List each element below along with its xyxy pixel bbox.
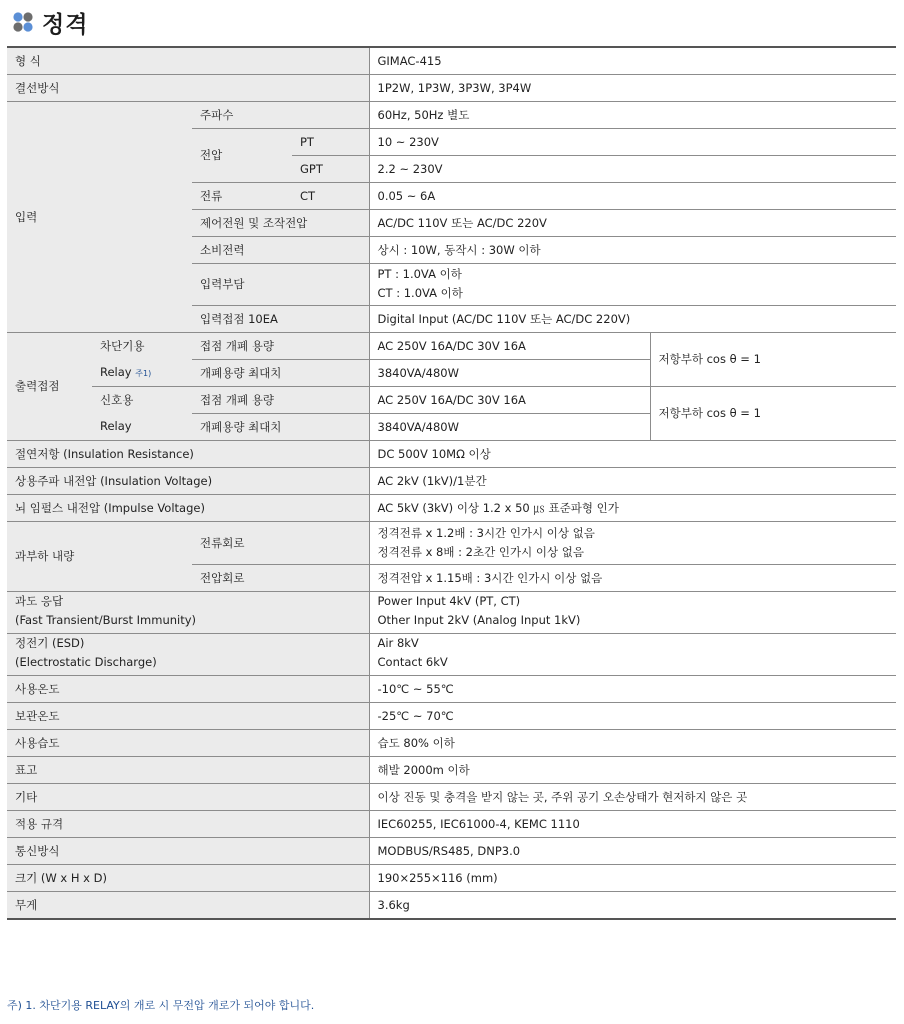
table-row [7,468,896,495]
value-standards: IEC60255, IEC61000-4, KEMC 1110 [369,811,896,838]
label-control-power: 제어전원 및 조작전압 [192,210,369,237]
label-contact-capacity-2: 접점 개폐 용량 [192,387,369,414]
label-current: 전류 [192,183,292,210]
label-ct: CT [292,183,369,210]
value-burden-pt: PT : 1.0VA 이하 [369,264,896,285]
label-signal-relay-2: Relay [92,414,192,441]
value-operating-temp: -10℃ ~ 55℃ [369,676,896,703]
value-contact-capacity-2: AC 250V 16A/DC 30V 16A [369,387,650,414]
label-operating-temp: 사용온도 [7,676,369,703]
value-altitude: 해발 2000m 이하 [369,757,896,784]
table-row [7,757,896,784]
value-load-note-2: 저항부하 cos θ = 1 [650,387,896,441]
label-max-capacity: 개폐용량 최대치 [192,360,369,387]
value-model: GIMAC-415 [369,47,896,75]
label-size: 크기 (W x H x D) [7,865,369,892]
spec-table [7,46,896,920]
table-row [7,865,896,892]
table-row [7,441,896,468]
value-max-capacity: 3840VA/480W [369,360,650,387]
value-consumption: 상시 : 10W, 동작시 : 30W 이하 [369,237,896,264]
value-storage-temp: -25℃ ~ 70℃ [369,703,896,730]
value-size: 190×255×116 (mm) [369,865,896,892]
label-contact-capacity: 접점 개폐 용량 [192,333,369,360]
value-pt-voltage: 10 ~ 230V [369,129,896,156]
value-input-contacts: Digital Input (AC/DC 110V 또는 AC/DC 220V) [369,306,896,333]
value-wiring: 1P2W, 1P3W, 3P3W, 3P4W [369,75,896,102]
value-voltage-circuit: 정격전압 x 1.15배 : 3시간 인가시 이상 없음 [369,565,896,592]
label-breaker-relay-1: 차단기용 [92,333,192,360]
label-input: 입력 [7,102,192,333]
value-transient-1: Power Input 4kV (PT, CT) [369,592,896,612]
value-weight: 3.6kg [369,892,896,920]
label-altitude: 표고 [7,757,369,784]
table-row [7,892,896,920]
table-row [7,102,896,129]
table-row [7,676,896,703]
value-esd-1: Air 8kV [369,634,896,654]
four-dot-logo-icon [12,11,34,33]
label-other: 기타 [7,784,369,811]
table-row [7,838,896,865]
label-esd-2: (Electrostatic Discharge) [7,653,369,676]
label-storage-temp: 보관온도 [7,703,369,730]
table-row [7,75,896,102]
label-pt: PT [292,129,369,156]
label-communication: 통신방식 [7,838,369,865]
label-frequency: 주파수 [192,102,369,129]
label-transient-2: (Fast Transient/Burst Immunity) [7,611,369,634]
table-row [7,634,896,654]
label-voltage-circuit: 전압회로 [192,565,369,592]
label-current-circuit: 전류회로 [192,522,369,565]
label-model: 형 식 [7,47,369,75]
label-voltage: 전압 [192,129,292,183]
value-frequency: 60Hz, 50Hz 별도 [369,102,896,129]
value-current-circuit-2: 정격전류 x 8배 : 2초간 인가시 이상 없음 [369,543,896,565]
value-communication: MODBUS/RS485, DNP3.0 [369,838,896,865]
value-transient-2: Other Input 2kV (Analog Input 1kV) [369,611,896,634]
value-humidity: 습도 80% 이하 [369,730,896,757]
label-max-capacity-2: 개폐용량 최대치 [192,414,369,441]
table-row [7,784,896,811]
value-impulse-voltage: AC 5kV (3kV) 이상 1.2 x 50 ㎲ 표준파형 인가 [369,495,896,522]
label-breaker-relay-2: Relay 주1) [92,360,192,387]
value-control-power: AC/DC 110V 또는 AC/DC 220V [369,210,896,237]
value-other: 이상 진동 및 충격을 받지 않는 곳, 주위 공기 오손상태가 현저하지 않은 곳 [369,784,896,811]
value-burden-ct: CT : 1.0VA 이하 [369,284,896,306]
table-row [7,730,896,757]
footnote-mark: 주1) [135,368,152,378]
table-row [7,811,896,838]
table-row [7,611,896,634]
table-row [7,592,896,612]
label-overload: 과부하 내량 [7,522,192,592]
value-max-capacity-2: 3840VA/480W [369,414,650,441]
label-signal-relay-1: 신호용 [92,387,192,414]
label-input-contacts: 입력접점 10EA [192,306,369,333]
label-transient-1: 과도 응답 [7,592,369,612]
label-standards: 적용 규격 [7,811,369,838]
label-consumption: 소비전력 [192,237,369,264]
label-gpt: GPT [292,156,369,183]
section-header [12,6,88,38]
value-esd-2: Contact 6kV [369,653,896,676]
value-insulation-voltage: AC 2kV (1kV)/1분간 [369,468,896,495]
value-gpt-voltage: 2.2 ~ 230V [369,156,896,183]
table-row [7,387,896,414]
value-load-note-1: 저항부하 cos θ = 1 [650,333,896,387]
value-insulation-resistance: DC 500V 10MΩ 이상 [369,441,896,468]
value-contact-capacity: AC 250V 16A/DC 30V 16A [369,333,650,360]
label-weight: 무게 [7,892,369,920]
table-row [7,333,896,360]
page-title: 정격 [42,11,89,38]
label-output: 출력접점 [7,333,92,441]
table-row [7,495,896,522]
footnote: 주) 1. 차단기용 RELAY의 개로 시 무전압 개로가 되어야 합니다. [7,999,315,1012]
table-row [7,522,896,544]
label-esd-1: 정전기 (ESD) [7,634,369,654]
value-current: 0.05 ~ 6A [369,183,896,210]
label-insulation-resistance: 절연저항 (Insulation Resistance) [7,441,369,468]
label-humidity: 사용습도 [7,730,369,757]
table-row [7,653,896,676]
label-impulse-voltage: 뇌 임펄스 내전압 (Impulse Voltage) [7,495,369,522]
value-current-circuit-1: 정격전류 x 1.2배 : 3시간 인가시 이상 없음 [369,522,896,544]
label-insulation-voltage: 상용주파 내전압 (Insulation Voltage) [7,468,369,495]
table-row [7,47,896,75]
label-burden: 입력부담 [192,264,369,306]
table-row [7,703,896,730]
label-wiring: 결선방식 [7,75,369,102]
